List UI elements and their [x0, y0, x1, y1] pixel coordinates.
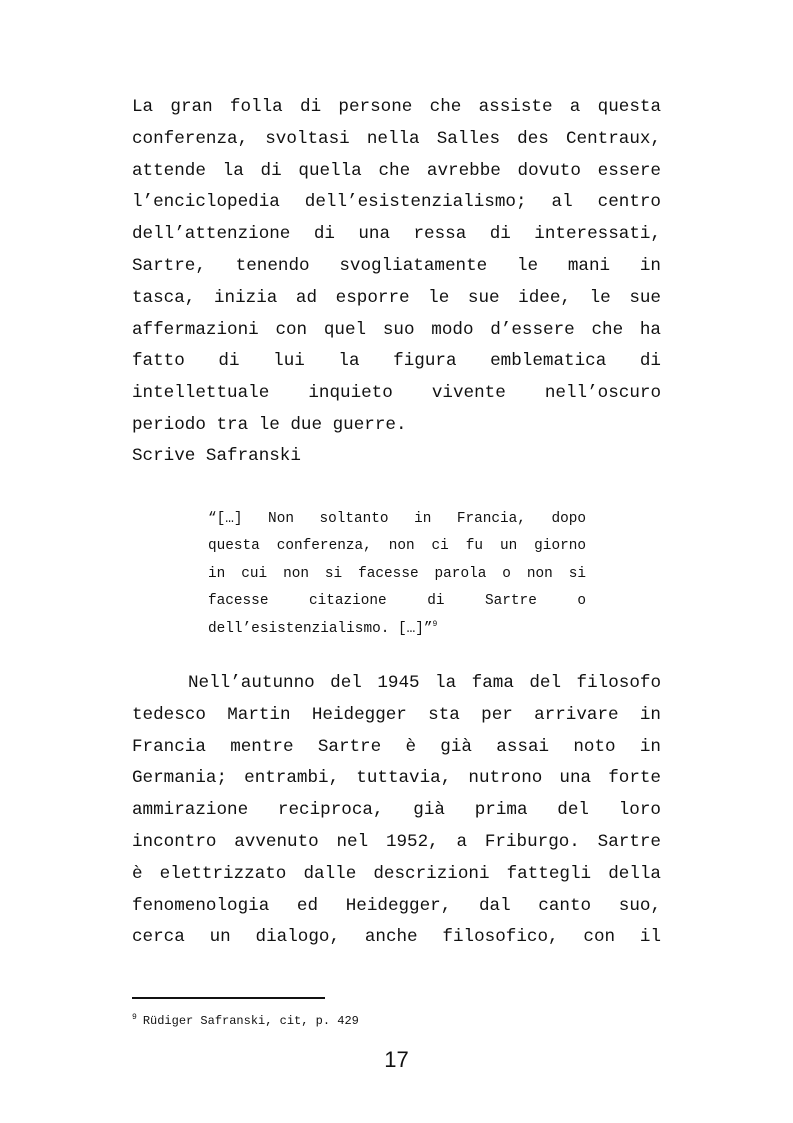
text-line: attende la di quella che avrebbe dovuto essere [132, 160, 661, 181]
text-line: incontro avvenuto nel 1952, a Friburgo. Sartre [132, 831, 661, 852]
text-line: ammirazione reciproca, già prima del loro [132, 800, 661, 821]
page-number: 17 [384, 1047, 409, 1072]
text-line: l’enciclopedia dell’esistenzialismo; al centro [132, 192, 661, 213]
text-line: La gran folla di persone che assiste a questa [132, 97, 661, 117]
quote-intro-text: Scrive Safranski [132, 446, 301, 466]
text-line: tedesco Martin Heidegger sta per arrivare in [132, 704, 661, 725]
text-line: periodo tra le due guerre. [132, 414, 407, 435]
text-line: Sartre, tenendo svogliatamente le mani in [132, 255, 661, 276]
footnote-reference[interactable]: 9 [432, 619, 438, 629]
quote-intro [132, 441, 661, 473]
footnote [132, 1013, 359, 1029]
quote-line-last [208, 616, 586, 643]
text-line: è elettrizzato dalle descrizioni fattegli della [132, 863, 661, 884]
quote-line: questa conferenza, non ci fu un giorno [208, 538, 586, 555]
text-line: affermazioni con quel suo modo d’essere che ha [132, 319, 661, 340]
text-line: fatto di lui la figura emblematica di [132, 351, 661, 372]
quote-line: facesse citazione di Sartre o [208, 593, 586, 610]
body-paragraph-1 [132, 92, 661, 442]
quote-line: dell’esistenzialismo. […]” [208, 620, 433, 637]
text-line: fenomenologia ed Heidegger, dal canto suo, [132, 895, 661, 916]
text-line: intellettuale inquieto vivente nell’oscuro [132, 383, 661, 404]
text-line: Germania; entrambi, tuttavia, nutrono una forte [132, 768, 661, 789]
text-line: Francia mentre Sartre è già assai noto in [132, 736, 661, 757]
footnote-divider [132, 997, 325, 999]
block-quote [208, 506, 586, 643]
text-line: dell’attenzione di una ressa di interessati, [132, 224, 661, 245]
text-line: Nell’autunno del 1945 la fama del filosofo [188, 673, 661, 693]
text-line: conferenza, svoltasi nella Salles des Centraux, [132, 128, 661, 149]
quote-line: in cui non si facesse parola o non si [208, 565, 586, 582]
footnote-number: 9 [132, 1013, 137, 1022]
text-line: cerca un dialogo, anche filosofico, con il [132, 927, 661, 948]
quote-line: “[…] Non soltanto in Francia, dopo [208, 511, 586, 527]
footnote-text: Rüdiger Safranski, cit, p. 429 [142, 1014, 359, 1028]
body-paragraph-2 [132, 668, 661, 954]
text-line: tasca, inizia ad esporre le sue idee, le sue [132, 287, 661, 308]
